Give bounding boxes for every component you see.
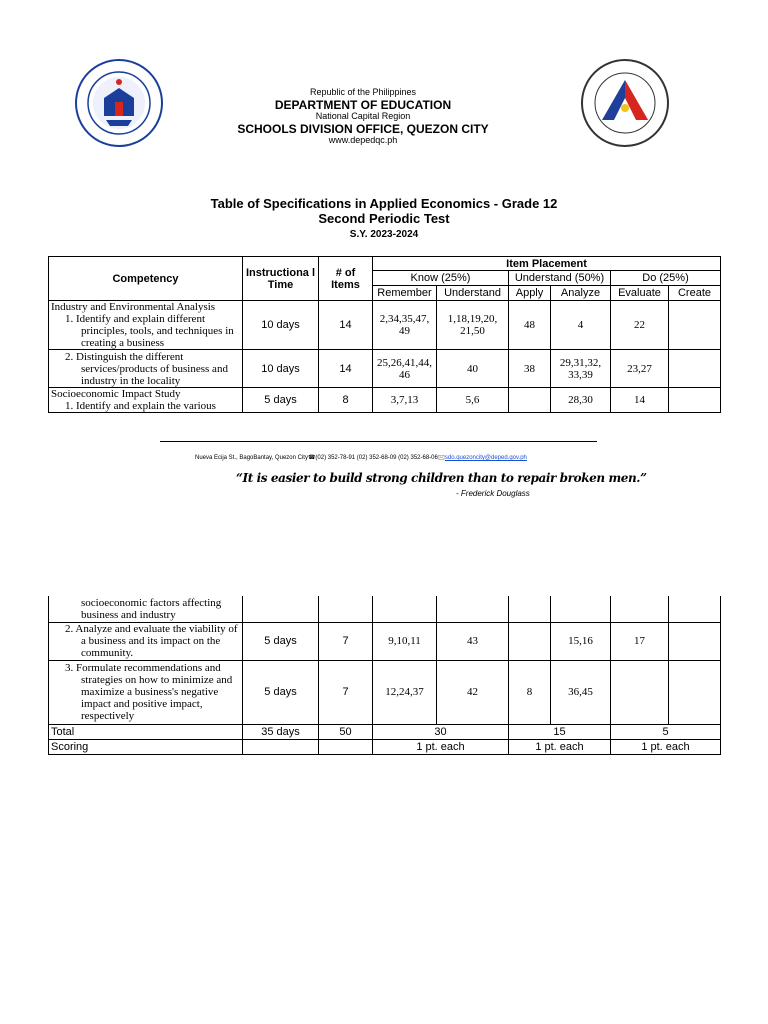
time-cell: 10 days bbox=[243, 301, 319, 350]
table-row bbox=[49, 622, 721, 660]
create-cell bbox=[669, 301, 721, 350]
remember-cell: 2,34,35,47, 49 bbox=[373, 301, 437, 350]
analyze-cell bbox=[551, 596, 611, 622]
header-competency: Competency bbox=[49, 257, 243, 301]
scoring-row bbox=[49, 739, 721, 754]
header-know: Know (25%) bbox=[373, 271, 509, 286]
understand-cell: 5,6 bbox=[437, 388, 509, 413]
website-text: www.depedqc.ph bbox=[328, 135, 398, 145]
create-cell bbox=[669, 660, 721, 724]
items-cell: 14 bbox=[319, 350, 373, 388]
footer-quote: “It is easier to build strong children than to repair broken men.” bbox=[236, 471, 647, 485]
email-link[interactable]: sdo.quezoncity@deped.gov.ph bbox=[444, 455, 527, 461]
remember-cell: 25,26,41,44, 46 bbox=[373, 350, 437, 388]
header-do: Do (25%) bbox=[611, 271, 721, 286]
table-row bbox=[49, 596, 721, 622]
competency-cell bbox=[49, 660, 243, 724]
apply-cell bbox=[509, 388, 551, 413]
analyze-cell: 28,30 bbox=[551, 388, 611, 413]
understand-cell: 40 bbox=[437, 350, 509, 388]
evaluate-cell: 22 bbox=[611, 301, 669, 350]
school-year: S.Y. 2023-2024 bbox=[349, 229, 419, 240]
create-cell bbox=[669, 622, 721, 660]
remember-cell: 12,24,37 bbox=[373, 660, 437, 724]
header-analyze: Analyze bbox=[551, 286, 611, 301]
division-name: SCHOOLS DIVISION OFFICE, QUEZON CITY bbox=[237, 122, 489, 136]
competency-text-continued: socioeconomic factors affecting business and industry bbox=[81, 596, 222, 621]
total-row bbox=[49, 724, 721, 739]
table-row bbox=[49, 350, 721, 388]
document-title: Table of Specifications in Applied Economics - Grade 12 bbox=[210, 196, 558, 211]
items-cell: 7 bbox=[319, 660, 373, 724]
competency-text: 2. Analyze and evaluate the viability of a business and its impact on the community. bbox=[65, 623, 238, 659]
competency-text: 3. Formulate recommendations and strategies on how to minimize and maximize a business's negative impact and positive impact, respectively bbox=[65, 662, 233, 722]
evaluate-cell: 23,27 bbox=[611, 350, 669, 388]
competency-text: 2. Distinguish the different services/products of business and industry in the locality bbox=[65, 350, 228, 387]
competency-text: 1. Identify and explain the various bbox=[65, 400, 216, 412]
header-understand: Understand (50%) bbox=[509, 271, 611, 286]
specifications-table-part1 bbox=[48, 256, 721, 413]
items-cell: 7 bbox=[319, 622, 373, 660]
apply-cell: 8 bbox=[509, 660, 551, 724]
address-text: Nueva Ecija St., BagoBantay, Quezon City☎(02) 352-78-91 (02) 352-68-09 (02) 352-68-06🖂 bbox=[195, 455, 445, 461]
time-cell: 10 days bbox=[243, 350, 319, 388]
remember-cell bbox=[373, 596, 437, 622]
understand-cell: 42 bbox=[437, 660, 509, 724]
total-know: 30 bbox=[373, 724, 509, 739]
scoring-items bbox=[319, 739, 373, 754]
time-cell bbox=[243, 596, 319, 622]
analyze-cell: 4 bbox=[551, 301, 611, 350]
table-row bbox=[49, 388, 721, 413]
header-understand-sub: Understand bbox=[437, 286, 509, 301]
evaluate-cell bbox=[611, 596, 669, 622]
create-cell bbox=[669, 596, 721, 622]
analyze-cell: 29,31,32, 33,39 bbox=[551, 350, 611, 388]
header-evaluate: Evaluate bbox=[611, 286, 669, 301]
create-cell bbox=[669, 388, 721, 413]
total-label: Total bbox=[49, 724, 243, 739]
scoring-time bbox=[243, 739, 319, 754]
competency-cell bbox=[49, 350, 243, 388]
time-cell: 5 days bbox=[243, 660, 319, 724]
analyze-cell: 36,45 bbox=[551, 660, 611, 724]
header-item-placement: Item Placement bbox=[373, 257, 721, 271]
header-create: Create bbox=[669, 286, 721, 301]
analyze-cell: 15,16 bbox=[551, 622, 611, 660]
section-title: Socioeconomic Impact Study bbox=[51, 388, 181, 400]
apply-cell: 48 bbox=[509, 301, 551, 350]
apply-cell bbox=[509, 596, 551, 622]
total-understand: 15 bbox=[509, 724, 611, 739]
republic-text: Republic of the Philippines bbox=[309, 87, 417, 97]
footer-divider bbox=[160, 441, 597, 442]
competency-cell bbox=[49, 622, 243, 660]
apply-cell: 38 bbox=[509, 350, 551, 388]
sdo-quezon-city-seal-logo bbox=[580, 58, 670, 148]
header-apply: Apply bbox=[509, 286, 551, 301]
evaluate-cell: 14 bbox=[611, 388, 669, 413]
evaluate-cell: 17 bbox=[611, 622, 669, 660]
section-title: Industry and Environmental Analysis bbox=[51, 301, 216, 313]
scoring-do: 1 pt. each bbox=[611, 739, 721, 754]
department-name: DEPARTMENT OF EDUCATION bbox=[274, 98, 452, 112]
table-row bbox=[49, 660, 721, 724]
time-cell: 5 days bbox=[243, 622, 319, 660]
competency-text: 1. Identify and explain different principles, tools, and techniques in creating a business bbox=[65, 313, 234, 349]
total-time: 35 days bbox=[243, 724, 319, 739]
table-row bbox=[49, 301, 721, 350]
scoring-know: 1 pt. each bbox=[373, 739, 509, 754]
region-text: National Capital Region bbox=[315, 111, 411, 121]
competency-cell bbox=[49, 301, 243, 350]
understand-cell bbox=[437, 596, 509, 622]
total-do: 5 bbox=[611, 724, 721, 739]
items-cell: 8 bbox=[319, 388, 373, 413]
scoring-label: Scoring bbox=[49, 739, 243, 754]
header-number-of-items: # of Items bbox=[319, 257, 373, 301]
create-cell bbox=[669, 350, 721, 388]
scoring-understand: 1 pt. each bbox=[509, 739, 611, 754]
test-name: Second Periodic Test bbox=[318, 211, 450, 226]
remember-cell: 3,7,13 bbox=[373, 388, 437, 413]
header-remember: Remember bbox=[373, 286, 437, 301]
understand-cell: 1,18,19,20, 21,50 bbox=[437, 301, 509, 350]
total-items: 50 bbox=[319, 724, 373, 739]
footer-address bbox=[195, 453, 527, 463]
items-cell: 14 bbox=[319, 301, 373, 350]
items-cell bbox=[319, 596, 373, 622]
remember-cell: 9,10,11 bbox=[373, 622, 437, 660]
apply-cell bbox=[509, 622, 551, 660]
specifications-table-part2 bbox=[48, 596, 721, 755]
evaluate-cell bbox=[611, 660, 669, 724]
competency-cell bbox=[49, 388, 243, 413]
time-cell: 5 days bbox=[243, 388, 319, 413]
deped-seal-logo bbox=[74, 58, 164, 148]
quote-author: - Frederick Douglass bbox=[456, 489, 530, 498]
competency-cell bbox=[49, 596, 243, 622]
header-instructional-time: Instructiona l Time bbox=[243, 257, 319, 301]
understand-cell: 43 bbox=[437, 622, 509, 660]
